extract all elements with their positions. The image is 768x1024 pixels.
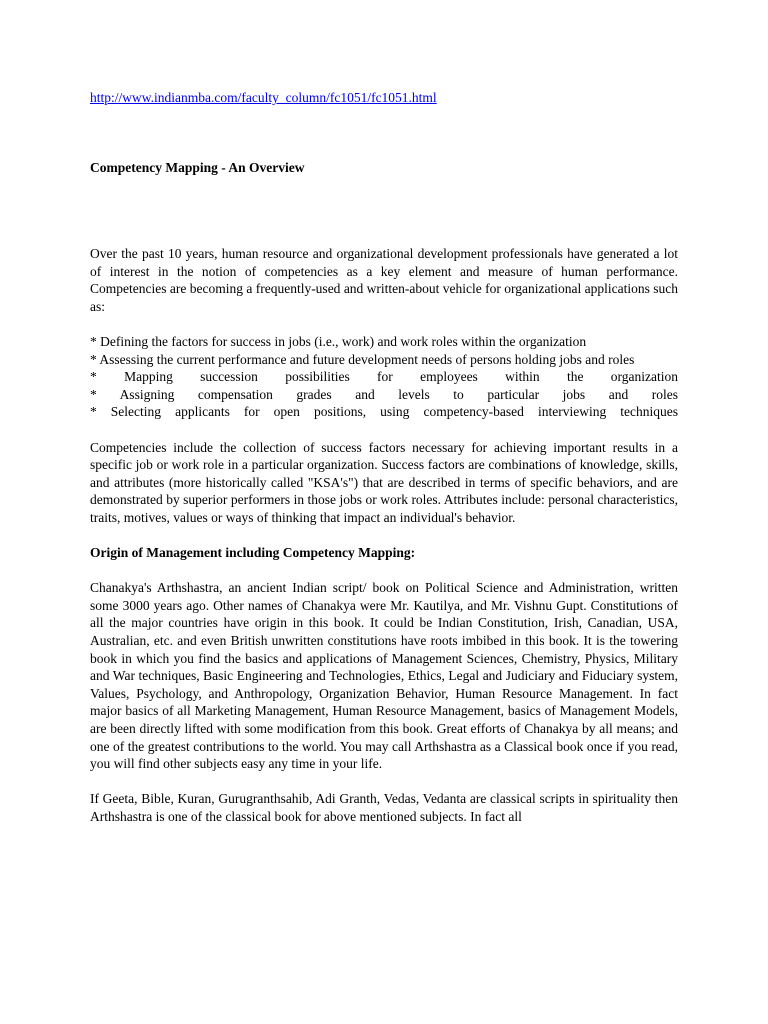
list-item: * Mapping succession possibilities for employees within the organization (90, 369, 678, 385)
list-item: * Assessing the current performance and future development needs of persons holding jobs and roles (90, 351, 635, 367)
list-item: * Defining the factors for success in jobs (i.e., work) and work roles within the organization (90, 333, 587, 349)
competencies-paragraph: Competencies include the collection of success factors necessary for achieving important results in a specific job or work role in a particular organization. Success factors are combinations of knowledge, skills, and attributes (more historically called "KSA's") that are described in terms of specific behaviors, and are demonstrated by superior performers in those jobs or work roles. Attributes include: personal characteristics, traits, motives, values or ways of thinking that impact an individual's behavior. (90, 439, 678, 525)
applications-list (90, 333, 678, 421)
document-body (90, 245, 678, 843)
geeta-paragraph: If Geeta, Bible, Kuran, Gurugranthsahib, Adi Granth, Vedas, Vedanta are classical scripts in spirituality then Arthshastra is one of the classical book for above mentioned subjects. In fact all (90, 791, 678, 824)
source-url-link[interactable]: http://www.indianmba.com/faculty_column/fc1051/fc1051.html (90, 90, 437, 105)
origin-paragraph: Chanakya's Arthshastra, an ancient Indian script/ book on Political Science and Administration, written some 3000 years ago. Other names of Chanakya were Mr. Kautilya, and Mr. Vishnu Gupt. Constitutions of all the major countries have origin in this book. It could be Indian Constitution, Irish, Canadian, USA, Australian, etc. and even British unwritten constitutions have roots imbibed in this book. It is the towering book in which you find the basics and applications of Management Sciences, Chemistry, Physics, Military and War techniques, Basic Engineering and Technologies, Ethics, Legal and Judiciary and Fiduciary system, Values, Psychology, and Anthropology, Organization Behavior, Human Resource Management. In fact major basics of all Marketing Management, Human Resource Management, basics of Management Models, are been directly lifted with some modification from this book. Great efforts of Chanakya by all means; and one of the greatest contributions to the world. You may call Arthshastra as a Classical book once if you read, you will find other subjects easy any time in your life. (90, 580, 678, 772)
list-item: * Selecting applicants for open positions, using competency-based interviewing techniques (90, 404, 678, 420)
list-item: * Assigning compensation grades and levels to particular jobs and roles (90, 386, 678, 402)
origin-heading: Origin of Management including Competency Mapping: (90, 545, 416, 561)
document-title: Competency Mapping - An Overview (90, 160, 305, 175)
intro-paragraph: Over the past 10 years, human resource and organizational development professionals have generated a lot of interest in the notion of competencies as a key element and measure of human performance. Competencies are becoming a frequently-used and written-about vehicle for organizational applications such as: (90, 246, 678, 314)
